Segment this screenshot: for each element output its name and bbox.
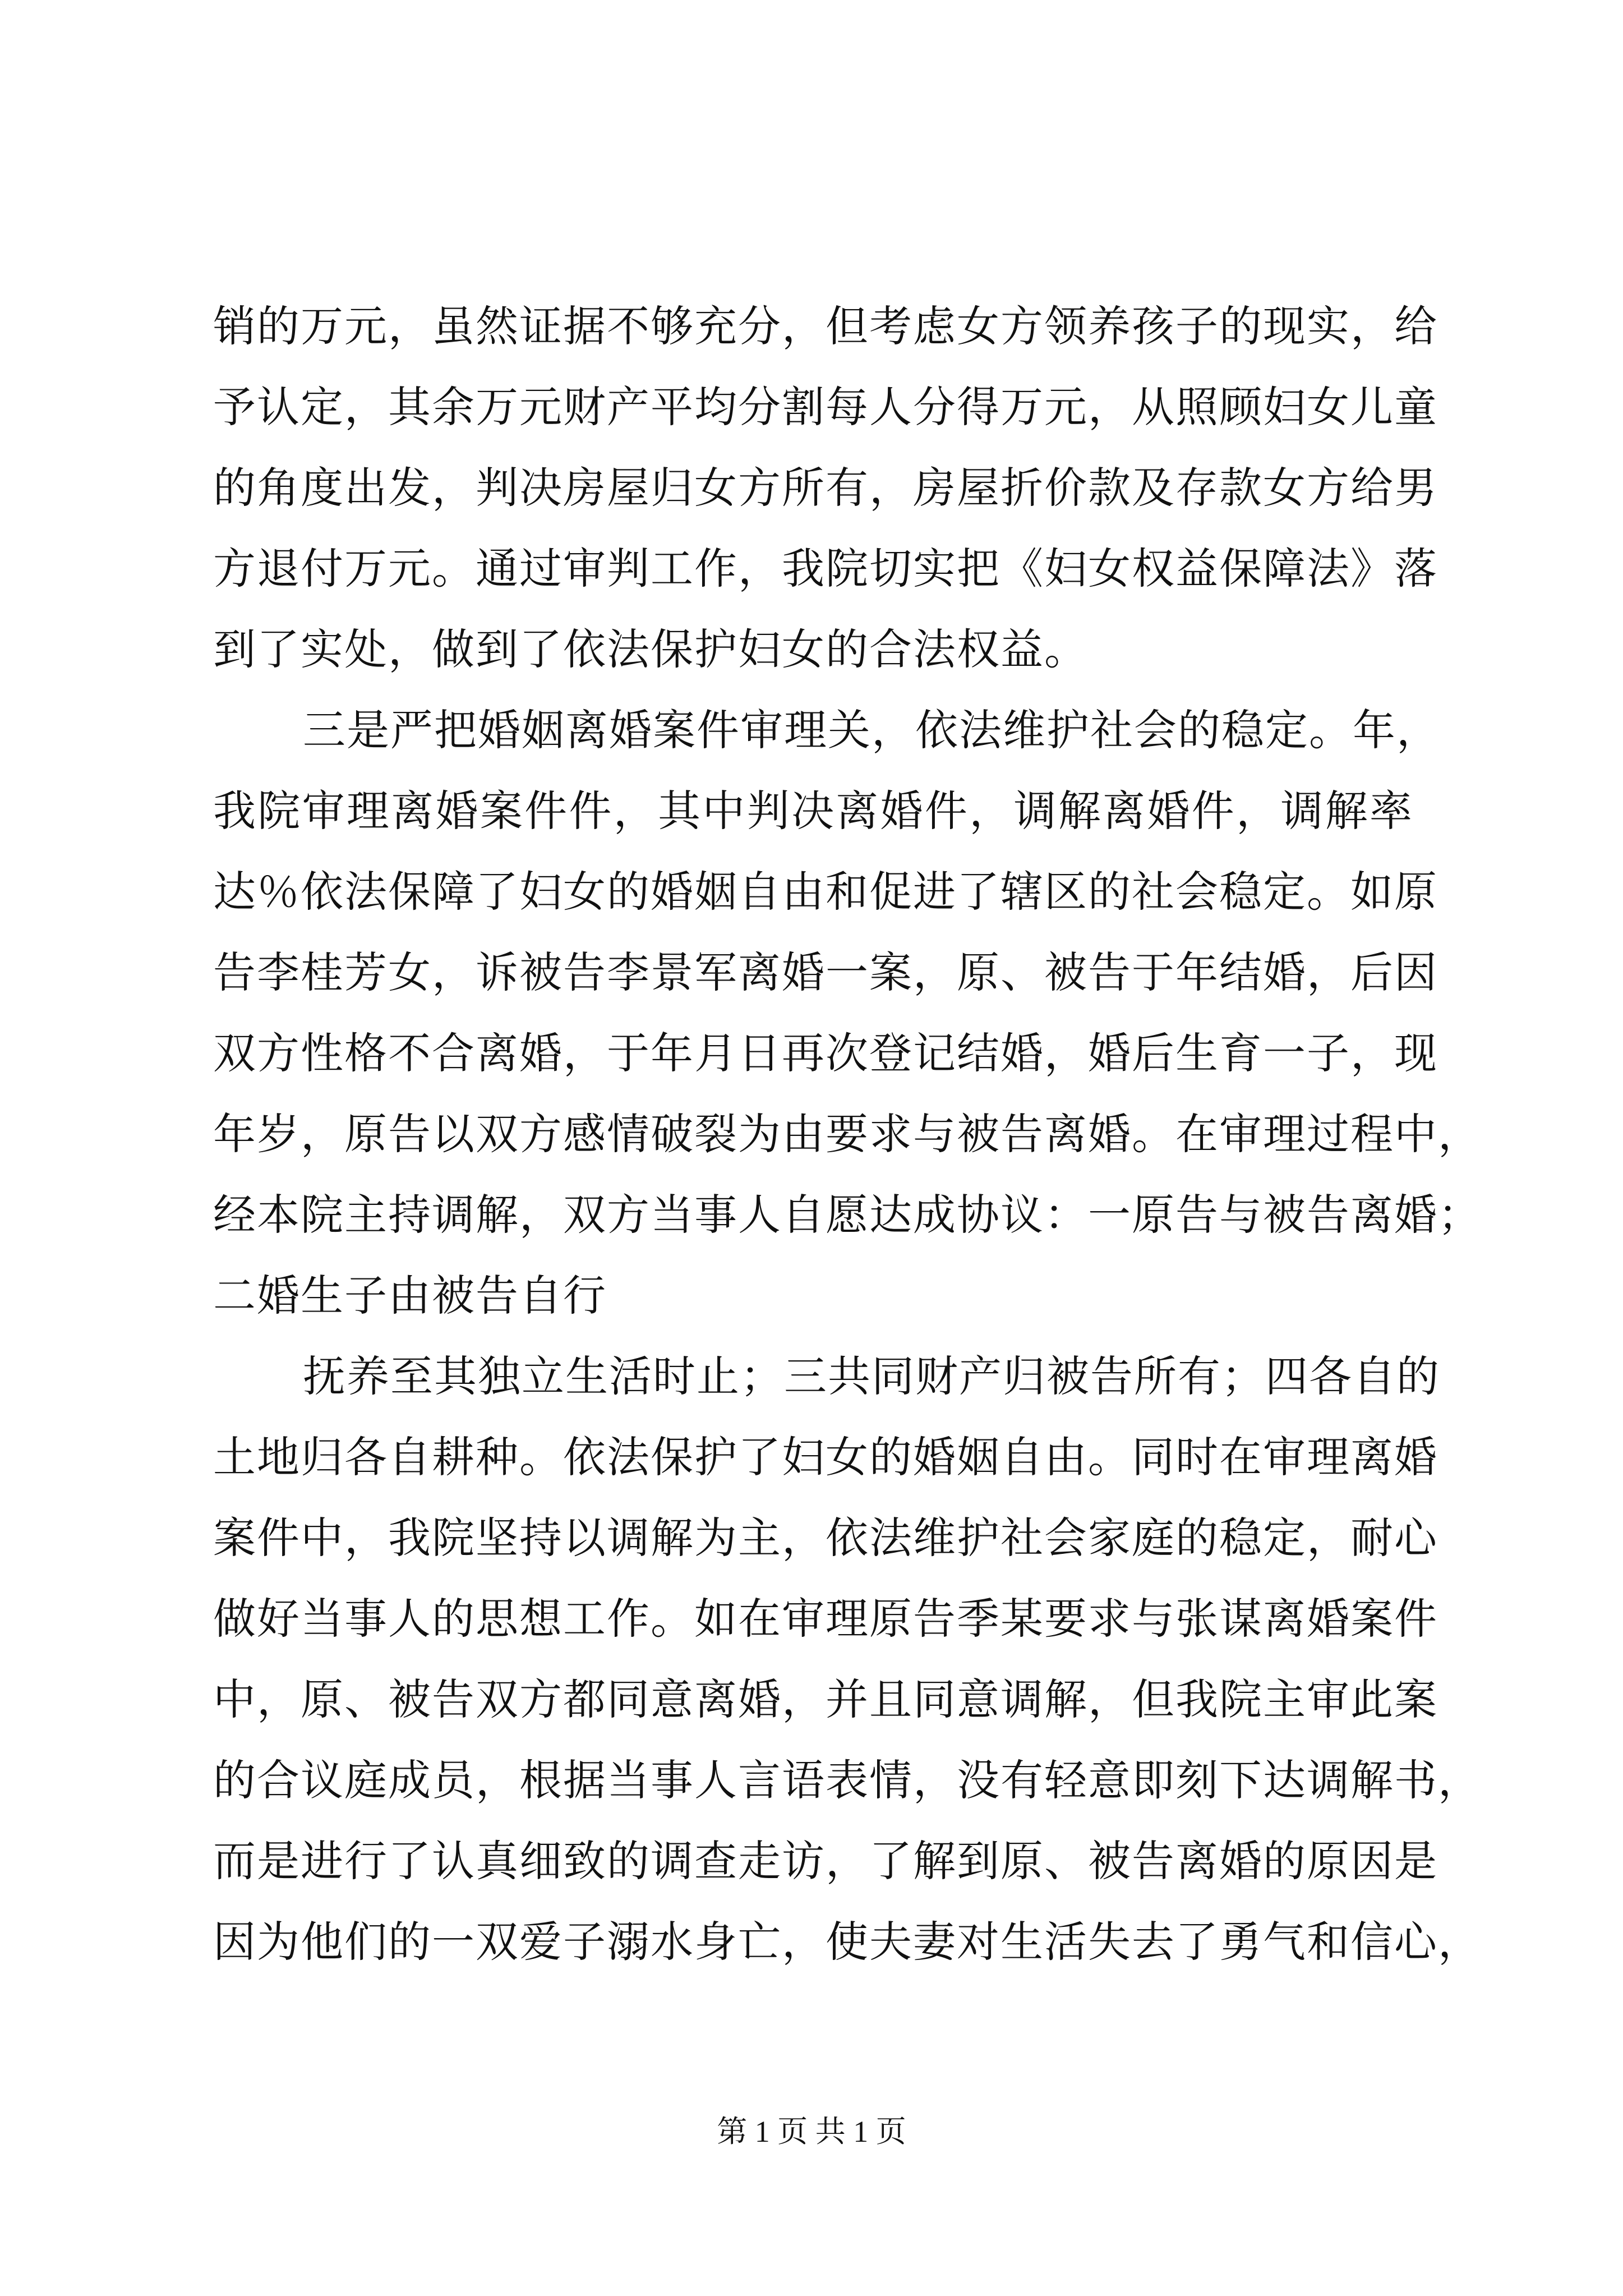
text-line: 年岁，原告以双方感情破裂为由要求与被告离婚。在审理过程中， <box>213 1109 1482 1159</box>
paragraph-start-line: 三是严把婚姻离婚案件审理关，依法维护社会的稳定。年， <box>303 705 1440 755</box>
text-line: 双方性格不合离婚，于年月日再次登记结婚，婚后生育一子，现 <box>213 1028 1438 1078</box>
text-line: 而是进行了认真细致的调查走访，了解到原、被告离婚的原因是 <box>213 1836 1438 1886</box>
paragraph-start-line: 抚养至其独立生活时止；三共同财产归被告所有；四各自的 <box>303 1351 1440 1401</box>
text-line: 中，原、被告双方都同意离婚，并且同意调解，但我院主审此案 <box>213 1674 1438 1724</box>
text-line: 到了实处，做到了依法保护妇女的合法权益。 <box>213 624 1088 674</box>
document-body <box>213 286 1482 1982</box>
text-line: 我院审理离婚案件件，其中判决离婚件，调解离婚件，调解率 <box>213 786 1413 836</box>
text-line: 案件中，我院坚持以调解为主，依法维护社会家庭的稳定，耐心 <box>213 1513 1438 1563</box>
text-line: 告李桂芳女，诉被告李景军离婚一案，原、被告于年结婚，后因 <box>213 947 1438 997</box>
text-line: 方退付万元。通过审判工作，我院切实把《妇女权益保障法》落 <box>213 544 1438 593</box>
text-line: 达％依法保障了妇女的婚姻自由和促进了辖区的社会稳定。如原 <box>213 867 1438 917</box>
text-line: 做好当事人的思想工作。如在审理原告季某要求与张谋离婚案件 <box>213 1594 1438 1644</box>
text-line: 销的万元，虽然证据不够充分，但考虑女方领养孩子的现实，给 <box>213 301 1438 351</box>
text-line: 予认定，其余万元财产平均分割每人分得万元，从照顾妇女儿童 <box>213 382 1438 432</box>
text-line: 因为他们的一双爱子溺水身亡，使夫妻对生活失去了勇气和信心， <box>213 1917 1482 1967</box>
text-line: 的合议庭成员，根据当事人言语表情，没有轻意即刻下达调解书， <box>213 1755 1482 1805</box>
text-line: 土地归各自耕种。依法保护了妇女的婚姻自由。同时在审理离婚 <box>213 1432 1438 1482</box>
text-line: 二婚生子由被告自行 <box>213 1271 607 1320</box>
text-line: 的角度出发，判决房屋归女方所有，房屋折价款及存款女方给男 <box>213 463 1438 513</box>
page-footer: 第 1 页 共 1 页 <box>717 2115 906 2148</box>
text-line: 经本院主持调解，双方当事人自愿达成协议：一原告与被告离婚； <box>213 1190 1482 1240</box>
